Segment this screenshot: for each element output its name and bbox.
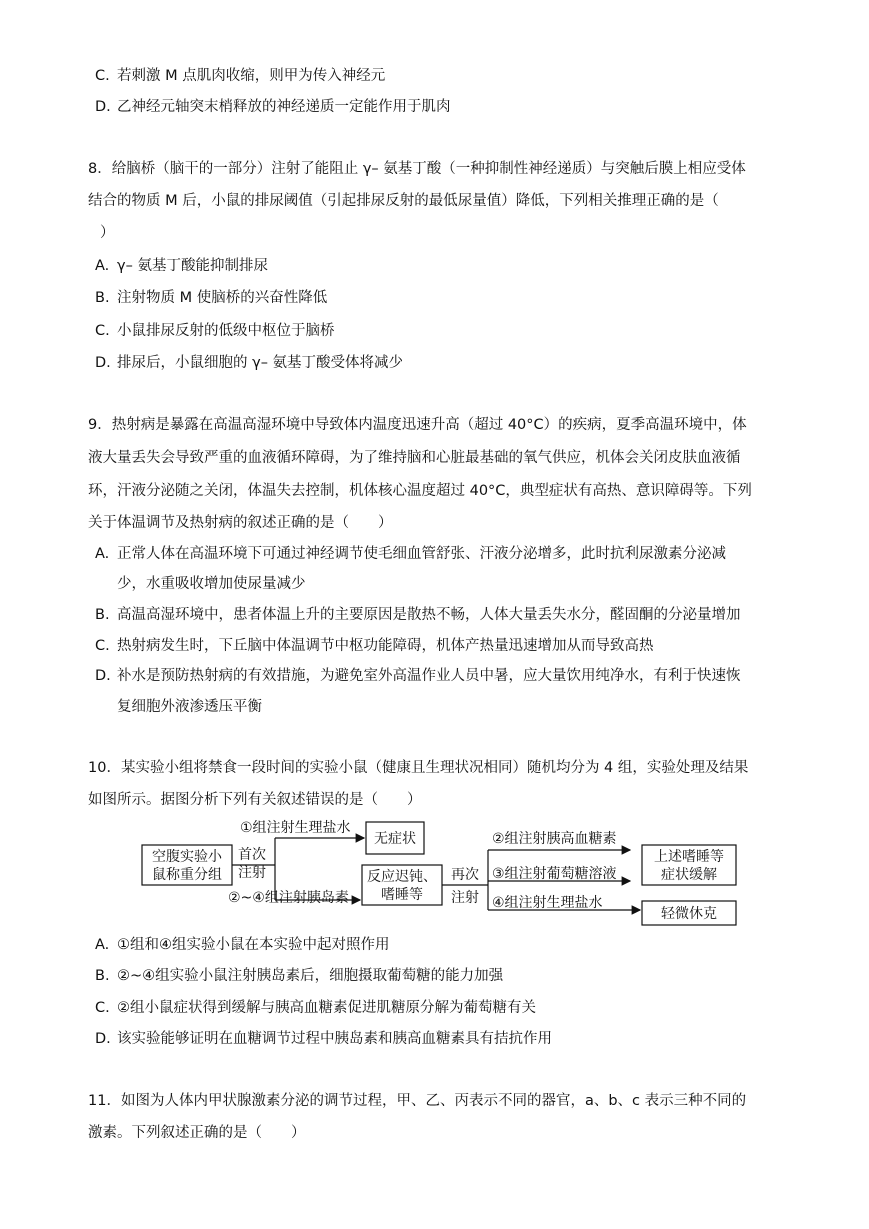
- option-text: 正常人体在高温环境下可通过神经调节使毛细血管舒张、汗液分泌增多，此时抗利尿激素分泌减: [117, 546, 726, 562]
- groups-2-4-label: ②~④组注射胰岛素: [228, 890, 349, 906]
- q9-option-a-continued: 少，水重吸收增加使尿量减少: [117, 576, 306, 592]
- option-text: 高温高湿环境中，患者体温上升的主要原因是散热不畅，人体大量丢失水分，醛固酮的分泌量增加: [117, 607, 741, 623]
- start-box-line-1: 空腹实验小: [152, 849, 222, 865]
- first-injection-label-1: 首次: [238, 847, 266, 863]
- option-text: ②~④组实验小鼠注射胰岛素后，细胞摄取葡萄糖的能力加强: [117, 968, 504, 984]
- reaction-box-line-2: 嗜睡等: [381, 887, 423, 903]
- q8-option-a: [95, 256, 268, 276]
- option-letter: D.: [95, 99, 111, 115]
- option-letter: A.: [95, 546, 110, 562]
- second-injection-label-1: 再次: [451, 867, 479, 883]
- experiment-flow-diagram: [120, 815, 760, 930]
- option-letter: C.: [95, 638, 110, 654]
- option-letter: B.: [95, 607, 110, 623]
- option-text: 补水是预防热射病的有效措施，为避免室外高温作业人员中暑，应大量饮用纯净水，有利于快速恢: [117, 668, 741, 684]
- option-letter: D.: [95, 1031, 111, 1047]
- option-text: 该实验能够证明在血糖调节过程中胰岛素和胰高血糖素具有拮抗作用: [117, 1031, 552, 1047]
- group-3-label: ③组注射葡萄糖溶液: [492, 866, 617, 882]
- option-text: 乙神经元轴突末梢释放的神经递质一定能作用于肌肉: [117, 99, 451, 115]
- q8-option-b: [95, 288, 327, 308]
- option-letter: D.: [95, 668, 111, 684]
- q10-option-d: [95, 1029, 552, 1049]
- q9-option-a: [95, 544, 726, 564]
- option-letter: C.: [95, 68, 110, 84]
- option-text: 注射物质 M 使脑桥的兴奋性降低: [117, 290, 328, 306]
- option-text: ①组和④组实验小鼠在本实验中起对照作用: [117, 937, 390, 953]
- q8-option-c: [95, 321, 335, 341]
- q9-stem-line-2: 液大量丢失会导致严重的血液循环障碍，为了维持脑和心脏最基础的氧气供应，机体会关闭皮肤血液循: [88, 450, 741, 466]
- q10-stem-line-2: 如图所示。据图分析下列有关叙述错误的是（ ）: [88, 792, 422, 808]
- option-text: 小鼠排尿反射的低级中枢位于脑桥: [117, 323, 335, 339]
- q9-stem-line-4: 关于体温调节及热射病的叙述正确的是（ ）: [88, 515, 393, 531]
- option-letter: D.: [95, 355, 111, 371]
- q8-stem-line-1: 8．给脑桥（脑干的一部分）注射了能阻止 γ– 氨基丁酸（一种抑制性神经递质）与突触后膜上相应受体: [88, 161, 746, 177]
- group-1-label: ①组注射生理盐水: [240, 820, 351, 836]
- group-4-label: ④组注射生理盐水: [492, 895, 603, 911]
- option-letter: B.: [95, 968, 110, 984]
- q10-option-a: [95, 935, 390, 955]
- no-symptom-text: 无症状: [374, 831, 416, 847]
- option-letter: A.: [95, 937, 110, 953]
- q10-option-b: [95, 966, 503, 986]
- reaction-box-line-1: 反应迟钝、: [367, 869, 437, 885]
- q9-stem-line-1: 9．热射病是暴露在高温高湿环境中导致体内温度迅速升高（超过 40°C）的疾病，夏季高温环境中，体: [88, 417, 747, 433]
- q10-stem-line-1: 10．某实验小组将禁食一段时间的实验小鼠（健康且生理状况相同）随机均分为 4 组，实验处理及结果: [88, 760, 749, 776]
- relief-box-line-2: 症状缓解: [661, 867, 717, 883]
- option-letter: A.: [95, 258, 110, 274]
- second-injection-label-2: 注射: [451, 890, 479, 906]
- q9-option-c: [95, 636, 654, 656]
- option-text: 排尿后，小鼠细胞的 γ– 氨基丁酸受体将减少: [117, 355, 404, 371]
- relief-box-line-1: 上述嗜睡等: [654, 849, 724, 865]
- q9-option-b: [95, 605, 741, 625]
- q8-option-d: [95, 353, 403, 373]
- option-letter: C.: [95, 323, 110, 339]
- option-text: γ– 氨基丁酸能抑制排尿: [117, 258, 268, 274]
- q7-option-c: [95, 66, 385, 86]
- first-injection-label-2: 注射: [238, 865, 266, 881]
- shock-box-text: 轻微休克: [661, 906, 717, 922]
- q9-option-d: [95, 666, 741, 686]
- q10-option-c: [95, 998, 536, 1018]
- option-text: ②组小鼠症状得到缓解与胰高血糖素促进肌糖原分解为葡萄糖有关: [117, 1000, 536, 1016]
- q11-stem-line-1: 11．如图为人体内甲状腺激素分泌的调节过程，甲、乙、丙表示不同的器官，a、b、c 表示三种不同的: [88, 1093, 747, 1109]
- q9-stem-line-3: 环，汗液分泌随之关闭，体温失去控制，机体核心温度超过 40°C，典型症状有高热、意识障碍等。下列: [88, 483, 752, 499]
- group-2-label: ②组注射胰高血糖素: [492, 831, 617, 847]
- q9-option-d-continued: 复细胞外液渗透压平衡: [117, 699, 262, 715]
- q8-stem-line-2: 结合的物质 M 后，小鼠的排尿阈值（引起排尿反射的最低尿量值）降低，下列相关推理正确的是（: [88, 193, 719, 209]
- start-box-line-2: 鼠称重分组: [152, 867, 222, 883]
- q11-stem-line-2: 激素。下列叙述正确的是（ ）: [88, 1125, 306, 1141]
- option-text: 热射病发生时，下丘脑中体温调节中枢功能障碍，机体产热量迅速增加从而导致高热: [117, 638, 654, 654]
- q7-option-d: [95, 97, 451, 117]
- option-letter: B.: [95, 290, 110, 306]
- q8-stem-line-3: ）: [100, 225, 115, 241]
- option-text: 若刺激 M 点肌肉收缩，则甲为传入神经元: [117, 68, 386, 84]
- option-letter: C.: [95, 1000, 110, 1016]
